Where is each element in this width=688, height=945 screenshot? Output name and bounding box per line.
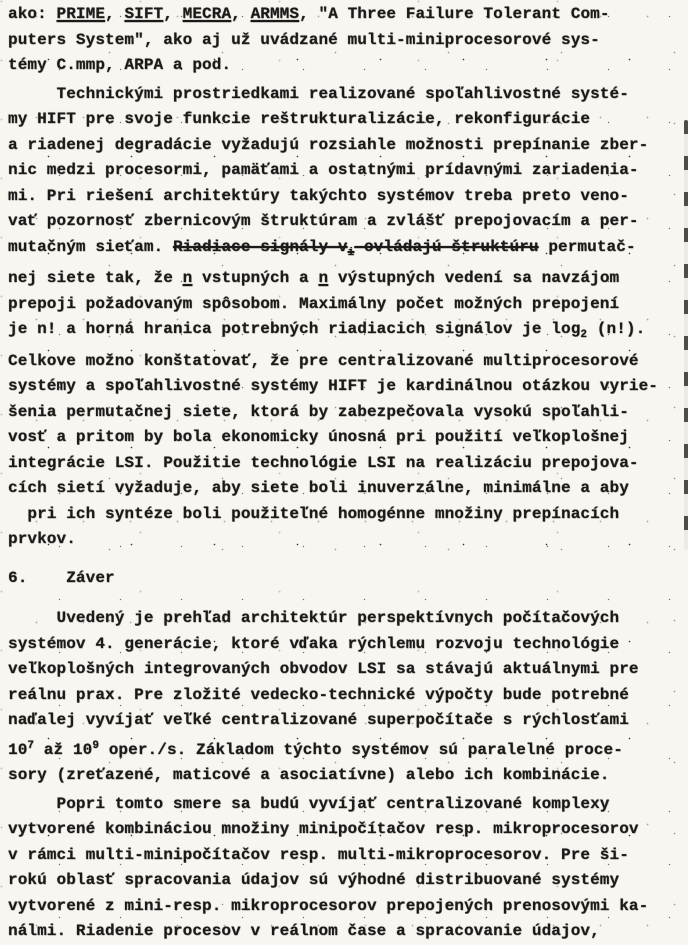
text-line [8, 502, 678, 528]
text-segment: Technickými prostriedkami realizované spoľahlivostné systé- [8, 84, 629, 103]
document-text [8, 2, 678, 945]
text-segment: vstupných a [192, 269, 319, 287]
text-segment: systémy a spoľahlivostné systémy HIFT je kardinálnou otázkou vyrie- [8, 377, 659, 395]
text-line [8, 632, 678, 658]
text-line [8, 763, 678, 789]
text-line [8, 843, 678, 869]
text-line [8, 158, 678, 184]
text-segment: puters System", ako aj už uvádzané multi-miniprocesorové sys- [8, 30, 600, 49]
text-line [8, 919, 678, 945]
text-segment: až 10 [34, 740, 93, 759]
scan-edge-artifact [684, 120, 688, 550]
text-segment: 2 [580, 329, 588, 341]
paragraph-zaver-overview [8, 606, 678, 789]
text-line [8, 374, 678, 400]
text-line [8, 184, 678, 210]
text-segment: prepoji požadovaným spôsobom. Maximálny počet možných prepojení [8, 294, 620, 313]
text-segment: 9 [92, 739, 100, 752]
text-line [8, 53, 678, 79]
text-segment: integrácie LSI. Použitie technológie LSI na realizáciu prepojova- [8, 453, 639, 472]
text-segment: šenia permutačnej siete, ktorá by zabezpečovala vysokú spoľahli- [8, 402, 629, 421]
text-segment: Celkove možno konštatovať, že pre centralizované multiprocesorové [8, 351, 639, 370]
text-segment: i [347, 246, 355, 259]
text-line [8, 266, 678, 292]
text-segment: ako: [8, 5, 57, 23]
text-segment: , "A Three Failure Tolerant Com- [299, 5, 610, 23]
text-segment: cích sietí vyžaduje, aby siete boli inuverzálne, minimálne a aby [8, 479, 629, 497]
text-segment: rokú oblasť spracovania údajov sú výhodné distribuované systémy [8, 871, 620, 889]
text-line [8, 400, 678, 426]
text-line [8, 683, 678, 709]
text-segment: 7 [27, 739, 35, 752]
text-segment: Uvedený je prehľad architektúr perspektívnych počítačových [8, 609, 620, 627]
text-segment: ARMMS [250, 5, 300, 23]
text-segment: nej siete tak, že [8, 269, 183, 287]
text-line [8, 425, 678, 451]
text-segment: sory (zreťazené, maticové a asociatívne) alebo ich kombinácie. [8, 766, 610, 784]
text-line [8, 817, 678, 843]
text-line [8, 606, 678, 632]
text-segment: , [231, 5, 251, 23]
text-segment: systémov 4. generácie, ktoré vďaka rýchlemu rozvoju technológie [8, 634, 620, 653]
section-heading-zaver [8, 566, 678, 592]
text-segment: mi. Pri riešení architektúry takýchto systémov treba preto veno- [8, 186, 629, 205]
text-segment: , [105, 5, 125, 23]
text-segment: vať pozornosť zbernicovým štruktúram a zvlášť prepojovacím a per- [8, 212, 639, 230]
text-segment: (n!). [587, 320, 646, 338]
text-segment: PRIME [56, 5, 106, 23]
text-line [8, 476, 678, 502]
text-segment: témy C.mmp, ARPA a pod. [8, 56, 232, 74]
text-segment: permutač- [538, 237, 636, 256]
text-segment: nálmi. Riadenie procesov v reálnom čase a spracovanie údajov, [8, 922, 600, 940]
text-line [8, 451, 678, 477]
text-line [8, 107, 678, 133]
text-line [8, 527, 678, 553]
text-line [8, 235, 678, 267]
text-segment: prvkov. [8, 530, 76, 548]
text-segment: vytvorené kombináciou množiny minipočítačov resp. mikroprocesorov [8, 820, 639, 838]
text-segment: naďalej vyvíjať veľké centralizované superpočítače s rýchlosťami [8, 711, 629, 729]
text-segment: v rámci multi-minipočítačov resp. multi-mikroprocesorov. Pre ši- [8, 845, 629, 864]
text-segment: vosť a pritom by bola ekonomicky únosná pri použití veľkoplošnej [8, 428, 629, 446]
text-segment: oper./s. Základom týchto systémov sú paralelné proce- [99, 740, 623, 759]
text-segment: , [163, 5, 183, 23]
text-line [8, 792, 678, 818]
paragraph-continued-from-previous-page [8, 2, 678, 79]
text-segment: n [182, 269, 193, 287]
text-segment: pri ich syntéze boli použiteľné homogénne množiny prepínacích [8, 504, 620, 523]
paragraph-distributed-systems [8, 792, 678, 945]
text-segment: 6. Záver [8, 568, 115, 587]
text-segment: n [318, 269, 329, 287]
text-line [8, 868, 678, 894]
text-segment: 10 [8, 740, 28, 759]
text-segment: my HIFT pre svoje funkcie reštrukturalizácie, rekonfigurácie [8, 110, 591, 128]
text-segment: SIFT [124, 5, 164, 23]
text-segment: vytvorené z mini-resp. mikroprocesorov prepojených prenosovými ka- [8, 896, 649, 915]
text-line [8, 317, 678, 349]
text-segment: MECRA [182, 5, 232, 23]
text-segment: nic medzi procesormi, pamäťami a ostatnými prídavnými zariadenia- [8, 161, 639, 179]
text-line [8, 349, 678, 375]
text-line [8, 2, 678, 28]
text-segment: mutačným sieťam. [8, 237, 173, 256]
text-line [8, 894, 678, 920]
text-segment: je n! a horná hranica potrebných riadiacich signálov je log [8, 320, 581, 338]
text-segment: Riadiace signály v [172, 237, 348, 256]
text-line [8, 133, 678, 159]
text-segment: Popri tomto smere sa budú vyvíjať centralizované komplexy [8, 794, 610, 813]
text-line [8, 734, 678, 764]
paragraph-hift-systems [8, 82, 678, 553]
text-line [8, 209, 678, 235]
text-segment: a riadenej degradácie vyžadujú rozsiahle možnosti prepínanie zber- [8, 135, 649, 154]
text-line [8, 82, 678, 108]
text-line [8, 28, 678, 54]
text-line [8, 292, 678, 318]
text-line [8, 708, 678, 734]
text-line [8, 566, 678, 592]
text-line [8, 657, 678, 683]
text-segment: ovládajú štruktúru [354, 237, 539, 256]
text-segment: veľkoplošných integrovaných obvodov LSI sa stávajú aktuálnymi pre [8, 660, 639, 678]
text-segment: reálnu prax. Pre zložité vedecko-technické výpočty bude potrebné [8, 685, 629, 704]
text-segment: výstupných vedení sa navzájom [328, 269, 620, 287]
